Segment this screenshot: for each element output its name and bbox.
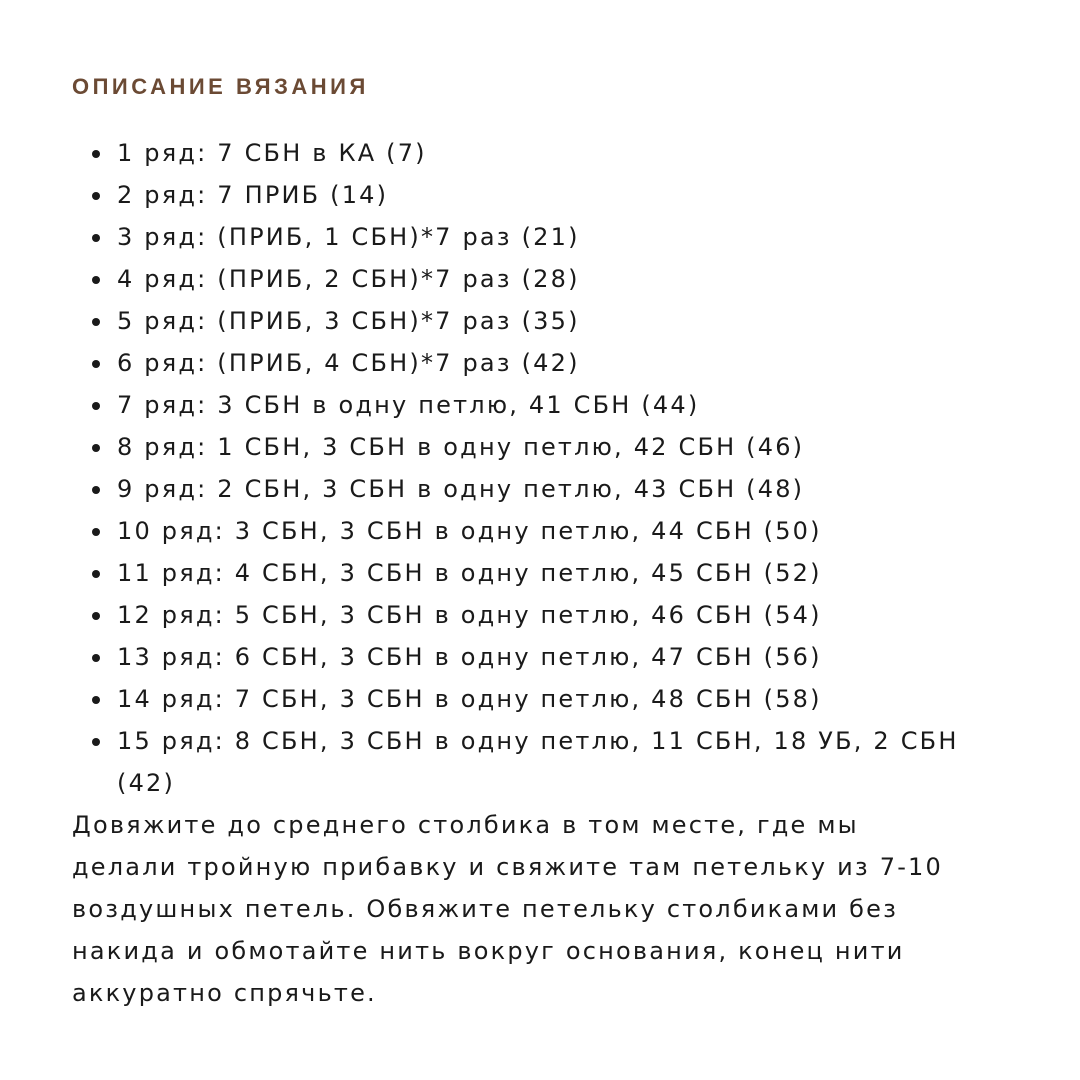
bullet-icon <box>92 318 100 326</box>
bullet-icon <box>92 192 100 200</box>
closing-paragraph: Довяжите до среднего столбика в том месте, где мы делали тройную прибавку и свяжите там петельку из 7-10 воздушных петель. Обвяжите петельку столбиками без накида и обмотайте нить вокруг основания, конец нити аккуратно спрячьте. <box>72 811 943 1007</box>
bullet-icon <box>92 654 100 662</box>
knitting-description <box>72 70 1012 1014</box>
row-text: 12 ряд: 5 СБН, 3 СБН в одну петлю, 46 СБН (54) <box>117 601 822 629</box>
row-text: 11 ряд: 4 СБН, 3 СБН в одну петлю, 45 СБН (52) <box>117 559 822 587</box>
list-item <box>92 468 1012 510</box>
bullet-icon <box>92 402 100 410</box>
row-text: 10 ряд: 3 СБН, 3 СБН в одну петлю, 44 СБН (50) <box>117 517 822 545</box>
row-text: 15 ряд: 8 СБН, 3 СБН в одну петлю, 11 СБН, 18 УБ, 2 СБН (42) <box>117 727 959 797</box>
bullet-icon <box>92 570 100 578</box>
bullet-icon <box>92 486 100 494</box>
row-text: 1 ряд: 7 СБН в КА (7) <box>117 139 427 167</box>
list-item <box>92 552 1012 594</box>
row-list <box>72 132 1012 804</box>
bullet-icon <box>92 444 100 452</box>
row-text: 4 ряд: (ПРИБ, 2 СБН)*7 раз (28) <box>117 265 580 293</box>
list-item <box>92 594 1012 636</box>
section-heading: ОПИСАНИЕ ВЯЗАНИЯ <box>72 74 369 99</box>
list-item <box>92 678 1012 720</box>
list-item <box>92 720 1012 804</box>
bullet-icon <box>92 360 100 368</box>
bullet-icon <box>92 696 100 704</box>
list-item <box>92 384 1012 426</box>
bullet-icon <box>92 738 100 746</box>
row-text: 6 ряд: (ПРИБ, 4 СБН)*7 раз (42) <box>117 349 580 377</box>
row-text: 2 ряд: 7 ПРИБ (14) <box>117 181 389 209</box>
row-text: 14 ряд: 7 СБН, 3 СБН в одну петлю, 48 СБН (58) <box>117 685 822 713</box>
row-text: 13 ряд: 6 СБН, 3 СБН в одну петлю, 47 СБН (56) <box>117 643 822 671</box>
row-text: 3 ряд: (ПРИБ, 1 СБН)*7 раз (21) <box>117 223 580 251</box>
list-item <box>92 258 1012 300</box>
list-item <box>92 342 1012 384</box>
bullet-icon <box>92 276 100 284</box>
list-item <box>92 216 1012 258</box>
list-item <box>92 636 1012 678</box>
row-text: 5 ряд: (ПРИБ, 3 СБН)*7 раз (35) <box>117 307 580 335</box>
bullet-icon <box>92 234 100 242</box>
bullet-icon <box>92 528 100 536</box>
list-item <box>92 510 1012 552</box>
bullet-icon <box>92 150 100 158</box>
row-text: 8 ряд: 1 СБН, 3 СБН в одну петлю, 42 СБН (46) <box>117 433 805 461</box>
row-text: 9 ряд: 2 СБН, 3 СБН в одну петлю, 43 СБН (48) <box>117 475 805 503</box>
row-text: 7 ряд: 3 СБН в одну петлю, 41 СБН (44) <box>117 391 700 419</box>
list-item <box>92 174 1012 216</box>
list-item <box>92 300 1012 342</box>
list-item <box>92 426 1012 468</box>
bullet-icon <box>92 612 100 620</box>
list-item <box>92 132 1012 174</box>
